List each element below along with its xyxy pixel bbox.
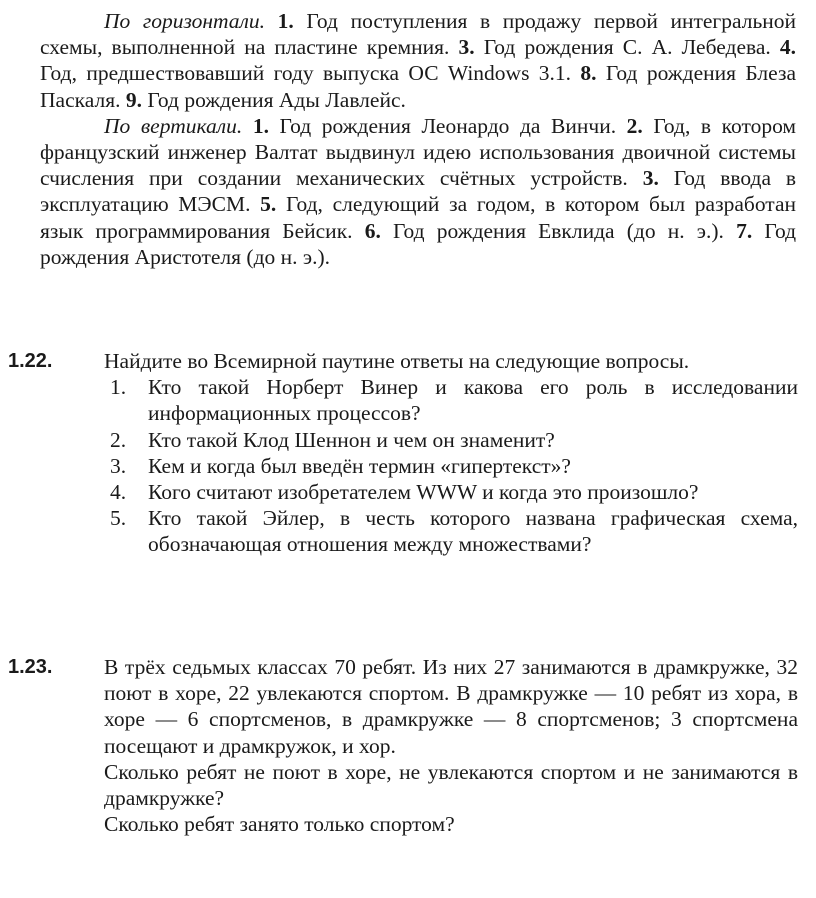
question-list [104, 374, 798, 557]
question-text: Кто такой Норберт Винер и какова его роль в исследовании информационных процессов? [148, 375, 798, 426]
clue-text: Год рождения Ады Лавлейс. [147, 87, 406, 112]
exercise-body [104, 654, 798, 837]
clue-number: 7. [736, 218, 753, 243]
clue-text: Год рождения Аристотеля (до н. э.). [40, 218, 797, 269]
question-text: Кем и когда был введён термин «гипертекст»? [148, 453, 571, 478]
clue-number: 1. [277, 9, 294, 33]
clue-number: 8. [580, 61, 597, 86]
vertical-heading: По вертикали. [104, 113, 243, 138]
list-item [104, 374, 798, 426]
vertical-clues [40, 113, 796, 270]
clue-number: 3. [642, 166, 659, 191]
horizontal-clues [40, 8, 796, 113]
list-item [104, 427, 798, 453]
question-number: 3. [110, 453, 127, 478]
clue-number: 3. [458, 35, 475, 60]
clue-text: Год рождения Леонардо да Винчи. [279, 113, 617, 138]
clue-number: 5. [260, 192, 277, 217]
clue-text: Год, предшествовавший году выпуска ОС Windows 3.1. [40, 61, 572, 86]
exercise-1-22 [8, 348, 798, 558]
clue-text: Год ввода в эксплуатацию МЭСМ. [40, 166, 797, 217]
list-item [104, 505, 798, 557]
clue-text: Год, в котором французский инженер Валтат выдвинул идею использования двоичной системы счисления при создании механических счётных устройств. [40, 113, 797, 191]
list-item [104, 479, 798, 505]
list-item [104, 453, 798, 479]
question-number: 4. [110, 480, 127, 505]
clue-text: Год рождения Блеза Паскаля. [40, 61, 796, 112]
clue-number: 9. [125, 87, 142, 112]
clue-number: 2. [626, 113, 643, 138]
exercise-number: 1.23. [8, 656, 53, 678]
clue-text: Год, следующий за годом, в котором был разработан язык программирования Бейсик. [40, 192, 796, 243]
question-number: 1. [110, 375, 127, 400]
exercise-body [104, 348, 798, 558]
question-text: Кто такой Клод Шеннон и чем он знаменит? [148, 427, 555, 452]
horizontal-heading: По горизонтали. [104, 9, 266, 33]
question-text: Кто такой Эйлер, в честь которого названа графическая схема, обозначающая отношения между множествами? [148, 506, 798, 557]
clue-text: Год рождения С. А. Лебедева. [483, 35, 771, 60]
exercise-question: Сколько ребят не поют в хоре, не увлекаются спортом и не занимаются в драмкружке? [104, 759, 798, 811]
exercise-1-23 [8, 654, 798, 837]
exercise-number: 1.22. [8, 350, 53, 372]
exercise-question: Сколько ребят занято только спортом? [104, 812, 455, 837]
question-number: 2. [110, 427, 127, 452]
clue-text: Год рождения Евклида (до н. э.). [392, 218, 724, 243]
clue-number: 6. [364, 218, 381, 243]
exercise-paragraph: В трёх седьмых классах 70 ребят. Из них 27 занимаются в драмкружке, 32 поют в хоре, 22 увлекаются спортом. В драмкружке — 10 ребят из хора, в хоре — 6 спортсменов, в драмкружке — 8 спортсменов; 3 спортсмена посещают и драмкружок, и хор. [104, 655, 798, 758]
exercise-intro: Найдите во Всемирной паутине ответы на следующие вопросы. [104, 349, 690, 373]
question-number: 5. [110, 506, 127, 531]
question-text: Кого считают изобретателем WWW и когда это произошло? [148, 480, 699, 505]
clue-number: 4. [779, 35, 797, 60]
clue-number: 1. [252, 113, 269, 138]
crossword-clues [40, 8, 796, 270]
clue-text: Год поступления в продажу первой интегральной схемы, выполненной на пластине кремния. [40, 9, 797, 60]
